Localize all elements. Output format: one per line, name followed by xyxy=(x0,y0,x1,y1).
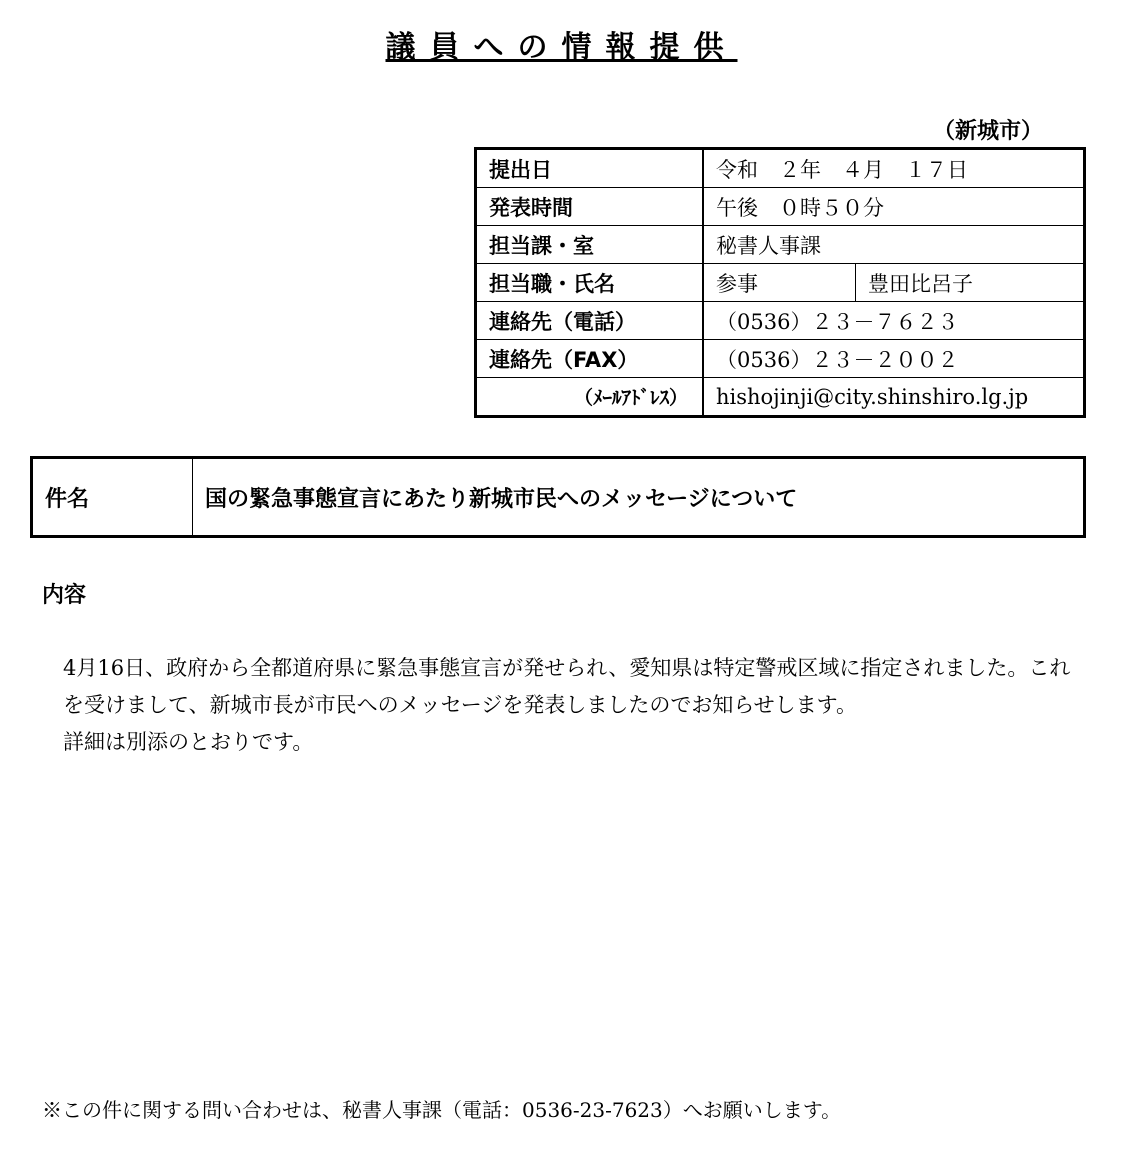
phone-value: （0536）２３－７６２３ xyxy=(703,302,1085,340)
content-paragraph: 4月16日、政府から全都道府県に緊急事態宣言が発せられ、愛知県は特定警戒区域に指定されました。これを受けまして、新城市長が市民へのメッセージを発表しましたのでお知らせします。 xyxy=(63,656,1071,717)
content-paragraph: 詳細は別添のとおりです。 xyxy=(63,730,314,754)
document-title: 議員への情報提供 xyxy=(385,30,738,65)
subject-label: 件名 xyxy=(32,458,193,537)
content-body xyxy=(42,650,1072,761)
table-row xyxy=(476,340,1085,378)
table-row xyxy=(476,264,1085,302)
info-table xyxy=(474,147,1086,418)
fax-label: 連絡先（FAX） xyxy=(476,340,704,378)
fax-value: （0536）２３－２００２ xyxy=(703,340,1085,378)
email-value: hishojinji@city.shinshiro.lg.jp xyxy=(703,378,1085,417)
subject-value: 国の緊急事態宣言にあたり新城市民へのメッセージについて xyxy=(205,486,798,512)
table-row xyxy=(476,378,1085,417)
table-row xyxy=(32,458,1085,537)
table-row xyxy=(476,226,1085,264)
department-value: 秘書人事課 xyxy=(703,226,1085,264)
contact-note: ※この件に関する問い合わせは、秘書人事課（電話：0536-23-7623）へお願いします。 xyxy=(42,1098,842,1122)
email-label: （ﾒｰﾙｱﾄﾞﾚｽ） xyxy=(476,378,704,417)
department-label: 担当課・室 xyxy=(476,226,704,264)
announce-time-value: 午後 ０時５０分 xyxy=(703,188,1085,226)
content-heading: 内容 xyxy=(42,583,87,608)
table-row xyxy=(476,188,1085,226)
table-row xyxy=(476,149,1085,188)
submitted-date-value: 令和 ２年 ４月 １７日 xyxy=(703,149,1085,188)
person-name: 豊田比呂子 xyxy=(856,264,1085,302)
phone-label: 連絡先（電話） xyxy=(476,302,704,340)
person-label: 担当職・氏名 xyxy=(476,264,704,302)
person-title: 参事 xyxy=(703,264,856,302)
organization-name: （新城市） xyxy=(932,119,1043,144)
announce-time-label: 発表時間 xyxy=(476,188,704,226)
subject-table xyxy=(30,456,1086,538)
table-row xyxy=(476,302,1085,340)
submitted-date-label: 提出日 xyxy=(476,149,704,188)
